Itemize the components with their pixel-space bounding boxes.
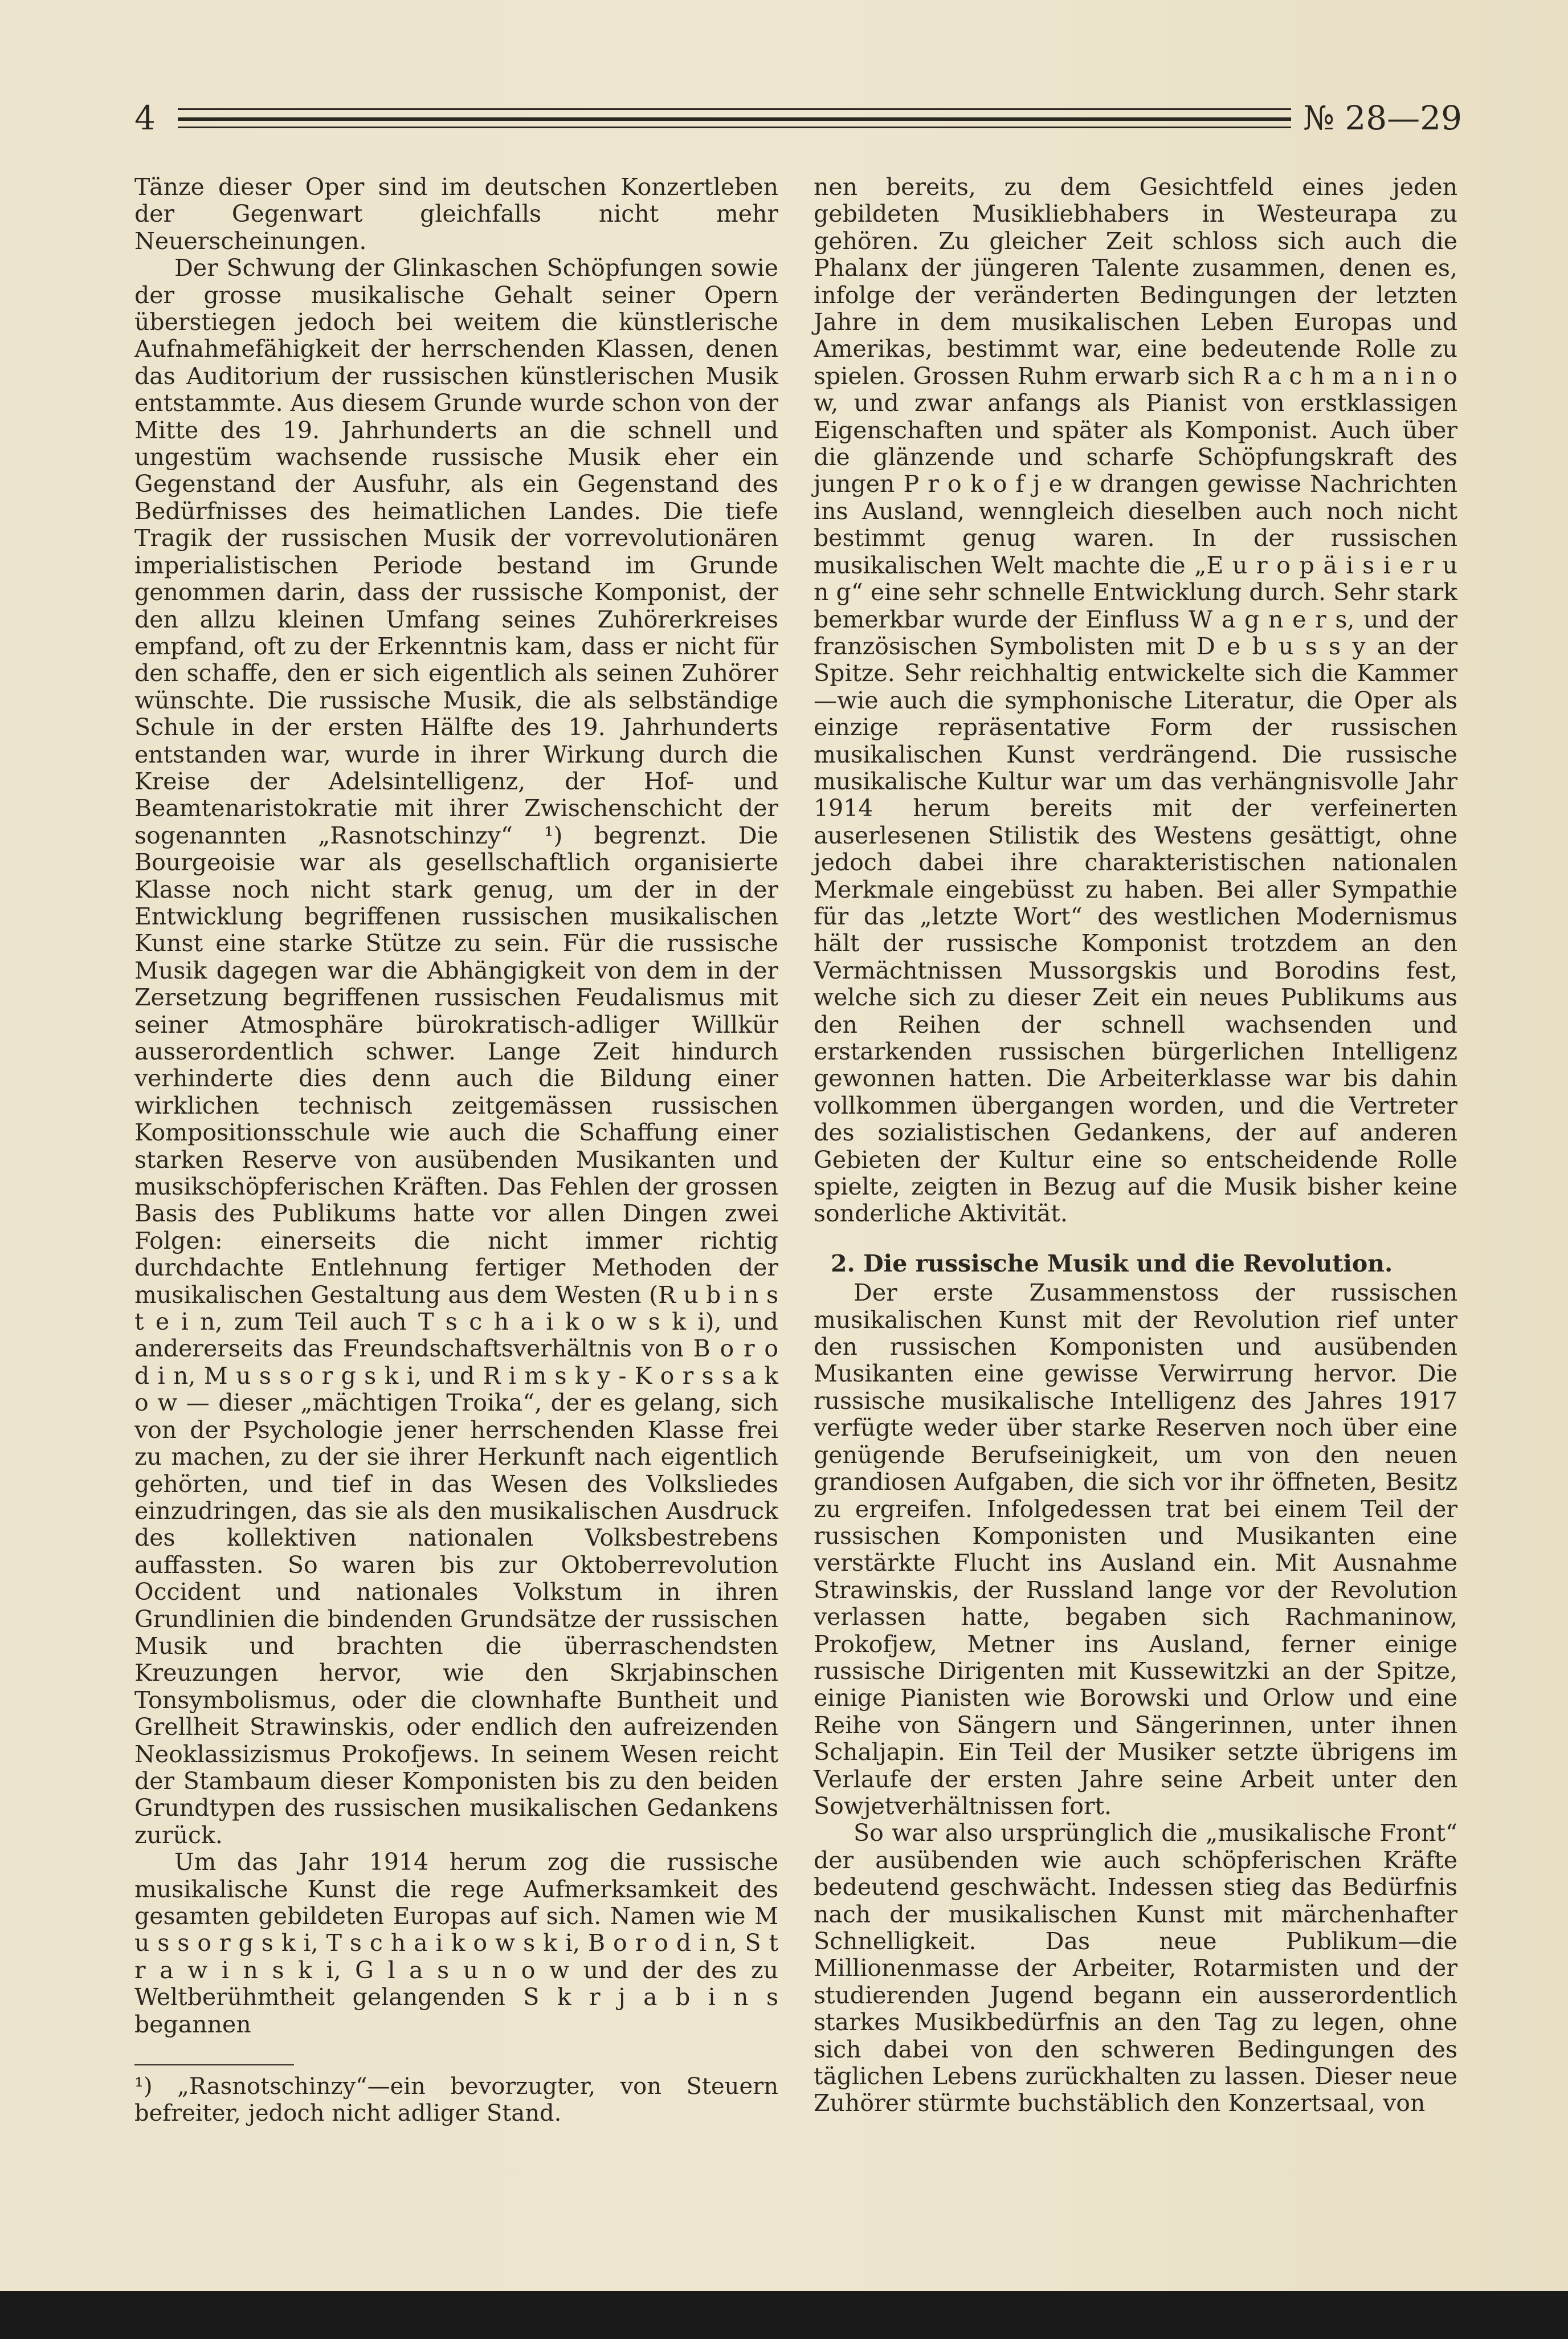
paragraph: Der Schwung der Glinkaschen Schöpfungen sowie der grosse musikalische Gehalt seiner Opern überstiegen jedoch bei weitem die künstlerische Aufnahmefähigkeit der herrschenden Klassen, denen das Auditorium der russischen künstlerischen Musik entstammte. Aus diesem Grunde wurde schon von der Mitte des 19. Jahrhunderts an die schnell und ungestüm wachsende russische Musik eher ein Gegenstand der Ausfuhr, als ein Gegenstand des Bedürfnisses des heimatlichen Landes. Die tiefe Tragik der russischen Musik der vorrevolutionären imperialistischen Periode bestand im Grunde genommen darin, dass der russische Komponist, der den allzu kleinen Umfang seines Zuhörerkreises empfand, oft zu der Erkenntnis kam, dass er nicht für den schaffe, den er sich eigentlich als seinen Zuhörer wünschte. Die russische Musik, die als selbständige Schule in der ersten Hälfte des 19. Jahrhunderts entstanden war, wurde in ihrer Wirkung durch die Kreise der Adelsintelligenz, der Hof- und Beamtenaristokratie mit ihrer Zwischenschicht der sogenannten „Rasnotschinzy“ ¹) begrenzt. Die Bourgeoisie war als gesellschaftlich organisierte Klasse noch nicht stark genug, um der in der Entwicklung begriffenen russischen musikalischen Kunst eine starke Stütze zu sein. Für die russische Musik dagegen war die Abhängigkeit von dem in der Zersetzung begriffenen russischen Feudalismus mit seiner Atmosphäre bürokratisch-adliger Willkür ausserordentlich schwer. Lange Zeit hindurch verhinderte dies denn auch die Bildung einer wirklichen technisch zeitgemässen russischen Kompositionsschule wie auch die Schaffung einer starken Reserve von ausübenden Musikanten und musikschöpferischen Kräften. Das Fehlen der grossen Basis des Publikums hatte vor allen Dingen zwei Folgen: einerseits die nicht immer richtig durchdachte Entlehnung fertiger Methoden der musikalischen Gestaltung aus dem Westen (R u b i n s t e i n, zum Teil auch T s c h a i k o w s k i), und andererseits das Freundschaftsverhältnis von B o r o d i n, M u s s o r g s k i, und R i m s k y - K o r s s a k o w — dieser „mächtigen Troika“, der es gelang, sich von der Psychologie jener herrschenden Klasse frei zu machen, zu der sie ihrer Herkunft nach eigentlich gehörten, und tief in das Wesen des Volksliedes einzudringen, das sie als den musikalischen Ausdruck des kollektiven nationalen Volksbestrebens auffassten. So waren bis zur Oktoberrevolution Occident und nationales Volkstum in ihren Grundlinien die bindenden Grundsätze der russischen Musik und brachten die überraschendsten Kreuzungen hervor, wie den Skrjabinschen Tonsymbolismus, oder die clownhafte Buntheit und Grellheit Strawinskis, oder endlich den aufreizenden Neoklassizismus Prokofjews. In seinem Wesen reicht der Stambaum dieser Komponisten bis zu den beiden Grundtypen des russischen musikalischen Gedankens zurück. <box>134 254 778 1849</box>
header-rule <box>178 108 1291 110</box>
scan-border <box>0 2291 1568 2339</box>
paragraph: Der erste Zusammenstoss der russischen musikalischen Kunst mit der Revolution rief unter den russischen Komponisten und ausübenden Musikanten eine gewisse Verwirrung hervor. Die russische musikalische Intelligenz des Jahres 1917 verfügte weder über starke Reserven noch über eine genügende Berufseinigkeit, um von den neuen grandiosen Aufgaben, die sich vor ihr öffneten, Besitz zu ergreifen. Infolgedessen trat bei einem Teil der russischen Komponisten und Musikanten eine verstärkte Flucht ins Ausland ein. Mit Ausnahme Strawinskis, der Russland lange vor der Revolution verlassen hatte, begaben sich Rachmaninow, Prokofjew, Metner ins Ausland, ferner einige russische Dirigenten mit Kussewitzki an der Spitze, einige Pianisten wie Borowski und Orlow und eine Reihe von Sängern und Sängerinnen, unter ihnen Schaljapin. Ein Teil der Musiker setzte übrigens im Verlaufe der ersten Jahre seine Arbeit unter den Sowjetverhältnissen fort. <box>814 1279 1457 1820</box>
footnote-divider <box>134 2064 294 2065</box>
footnote: ¹) „Rasnotschinzy“—ein bevorzugter, von Steuern befreiter, jedoch nicht adliger Stand. <box>134 2073 778 2127</box>
paragraph: Tänze dieser Oper sind im deutschen Konzertleben der Gegenwart gleichfalls nicht mehr Neuerscheinungen. <box>134 173 778 255</box>
paragraph: nen bereits, zu dem Gesichtfeld eines jeden gebildeten Musikliebhabers in Westeurapa zu gehören. Zu gleicher Zeit schloss sich auch die Phalanx der jüngeren Talente zusammen, denen es, infolge der veränderten Bedingungen der letzten Jahre in dem musikalischen Leben Europas und Amerikas, bestimmt war, eine bedeutende Rolle zu spielen. Grossen Ruhm erwarb sich R a c h m a n i n o w, und zwar anfangs als Pianist von erstklassigen Eigenschaften und später als Komponist. Auch über die glänzende und scharfe Schöpfungskraft des jungen P r o k o f j e w drangen gewisse Nachrichten ins Ausland, wenngleich dieselben auch noch nicht bestimmt genug waren. In der russischen musikalischen Welt machte die „E u r o p ä i s i e r u n g“ eine sehr schnelle Entwicklung durch. Sehr stark bemerkbar wurde der Einfluss W a g n e r s, und der französischen Symbolisten mit D e b u s s y an der Spitze. Sehr reichhaltig entwickelte sich die Kammer—wie auch die symphonische Literatur, die Oper als einzige repräsentative Form der russischen musikalischen Kunst verdrängend. Die russische musikalische Kultur war um das verhängnisvolle Jahr 1914 herum bereits mit der verfeinerten auserlesenen Stilistik des Westens gesättigt, ohne jedoch dabei ihre charakteristischen nationalen Merkmale eingebüsst zu haben. Bei aller Sympathie für das „letzte Wort“ des westlichen Modernismus hält der russische Komponist trotzdem an den Vermächtnissen Mussorgskis und Borodins fest, welche sich zu dieser Zeit ein neues Publikums aus den Reihen der schnell wachsenden und erstarkenden russischen bürgerlichen Intelligenz gewonnen hatten. Die Arbeiterklasse war bis dahin vollkommen übergangen worden, und die Vertreter des sozialistischen Gedankens, der auf anderen Gebieten der Kultur eine so entscheidende Rolle spielte, zeigten in Bezug auf die Musik bisher keine sonderliche Aktivität. <box>814 173 1457 1228</box>
page-number: 4 <box>134 99 156 137</box>
header-rule <box>178 127 1291 128</box>
section-heading: 2. Die russische Musik und die Revolution. <box>831 1249 1393 1277</box>
paragraph: Um das Jahr 1914 herum zog die russische musikalische Kunst die rege Aufmerksamkeit des gesamten gebildeten Europas auf sich. Namen wie M u s s o r g s k i, T s c h a i k o w s k i, B o r o d i n, S t r a w i n s k i, G l a s u n o w und der des zu Weltberühmtheit gelangenden S k r j a b i n s begannen <box>134 1848 778 2038</box>
header-rule <box>178 117 1291 121</box>
issue-number: № 28—29 <box>1303 99 1462 137</box>
paragraph: So war also ursprünglich die „musikalische Front“ der ausübenden wie auch schöpferischen Kräfte bedeutend geschwächt. Indessen stieg das Bedürfnis nach der musikalischen Kunst mit märchenhafter Schnelligkeit. Das neue Publikum—die Millionenmasse der Arbeiter, Rotarmisten und der studierenden Jugend begann ein ausserordentlich starkes Musikbedürfnis an den Tag zu legen, ohne sich dabei von den schweren Bedingungen des täglichen Lebens zurückhalten zu lassen. Dieser neue Zuhörer stürmte buchstäblich den Konzertsaal, von <box>814 1819 1457 2117</box>
page-header <box>134 96 1462 141</box>
right-column <box>814 174 1457 2117</box>
left-column <box>134 174 778 2127</box>
